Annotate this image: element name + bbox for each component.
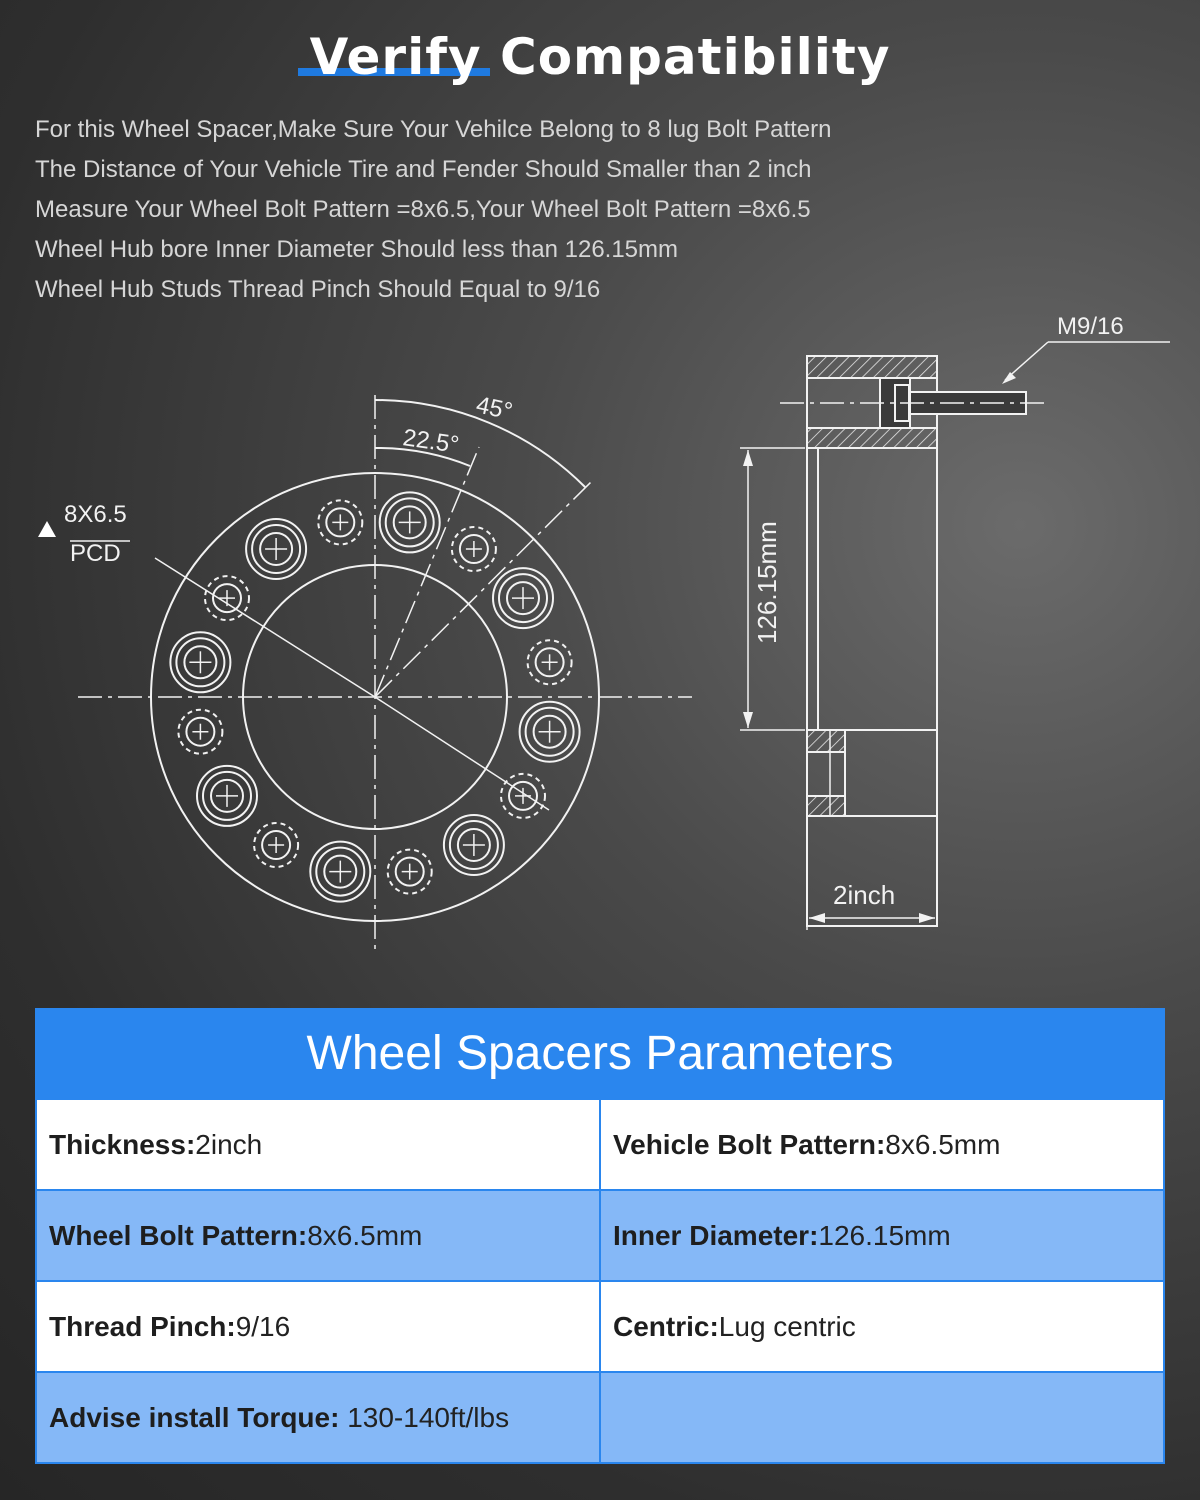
lug-hole: [388, 850, 432, 894]
requirement-item: Wheel Hub bore Inner Diameter Should less than 126.15mm: [35, 236, 679, 263]
upper-hatch-bottom: [807, 428, 937, 448]
stud-hole: [444, 815, 504, 875]
parameters-table: [35, 1008, 1165, 1464]
lug-hole: [501, 774, 545, 818]
stud-hole: [197, 766, 257, 826]
arrow-bottom-icon: [743, 712, 753, 728]
lug-hole: [254, 823, 298, 867]
lug-hole: [318, 500, 362, 544]
requirement-item: For this Wheel Spacer,Make Sure Your Vehilce Belong to 8 lug Bolt Pattern: [35, 116, 832, 143]
center-lines: [78, 395, 692, 952]
table-row: [37, 1189, 1163, 1280]
requirement-item: The Distance of Your Vehicle Tire and Fender Should Smaller than 2 inch: [35, 156, 812, 183]
param-thread-pinch: Thread Pinch:9/16: [49, 1311, 291, 1342]
table-row: [37, 1098, 1163, 1189]
thread-label: M9/16: [1057, 313, 1124, 340]
stud-hole: [310, 842, 370, 902]
upper-hatch-top: [807, 356, 937, 378]
arrow-left-icon: [809, 913, 825, 923]
angle-45-label: 45°: [473, 391, 515, 426]
pcd-label: PCD: [70, 540, 121, 567]
pcd-value-label: 8X6.5: [64, 501, 127, 528]
table-row: [37, 1280, 1163, 1371]
lower-hatch-bottom: [807, 796, 845, 816]
arrow-right-icon: [919, 913, 935, 923]
lower-hatch-top: [807, 730, 845, 752]
stud-hole: [520, 702, 580, 762]
arrow-top-icon: [743, 450, 753, 466]
page-title: [0, 28, 1200, 86]
lug-hole: [528, 640, 572, 684]
parameters-heading: Wheel Spacers Parameters: [37, 1010, 1163, 1098]
requirement-item: Wheel Hub Studs Thread Pinch Should Equal to 9/16: [35, 276, 601, 303]
title-word-2: Compatibility: [500, 28, 891, 86]
param-inner-diameter: Inner Diameter:126.15mm: [599, 1191, 1163, 1280]
front-view: [70, 395, 692, 952]
param-vehicle-bolt-pattern: Vehicle Bolt Pattern:8x6.5mm: [599, 1100, 1163, 1189]
stud-hole: [493, 568, 553, 628]
param-torque: Advise install Torque: 130-140ft/lbs: [49, 1402, 510, 1433]
stud-hole: [170, 632, 230, 692]
param-wheel-bolt-pattern: Wheel Bolt Pattern:8x6.5mm: [49, 1220, 423, 1251]
param-empty: [599, 1373, 1163, 1462]
lug-hole: [452, 527, 496, 571]
pcd-triangle-icon: [38, 521, 56, 537]
lug-hole: [178, 710, 222, 754]
stud-hole: [246, 519, 306, 579]
param-centric: Centric:Lug centric: [599, 1282, 1163, 1371]
stud-hole: [380, 492, 440, 552]
requirement-item: Measure Your Wheel Bolt Pattern =8x6.5,Your Wheel Bolt Pattern =8x6.5: [35, 196, 811, 223]
angle-22-label: 22.5°: [401, 424, 461, 459]
leader-arrow-icon: [1002, 372, 1016, 384]
requirements-list: [35, 110, 831, 310]
bore-diameter-label: 126.15mm: [752, 521, 782, 644]
title-highlight-word: Verify: [310, 28, 482, 86]
stud: [910, 392, 1026, 414]
table-row: [37, 1371, 1163, 1462]
thickness-label: 2inch: [833, 880, 896, 910]
side-view: [740, 342, 1170, 930]
param-thickness: Thickness:2inch: [49, 1129, 263, 1160]
technical-drawing: [0, 300, 1200, 980]
